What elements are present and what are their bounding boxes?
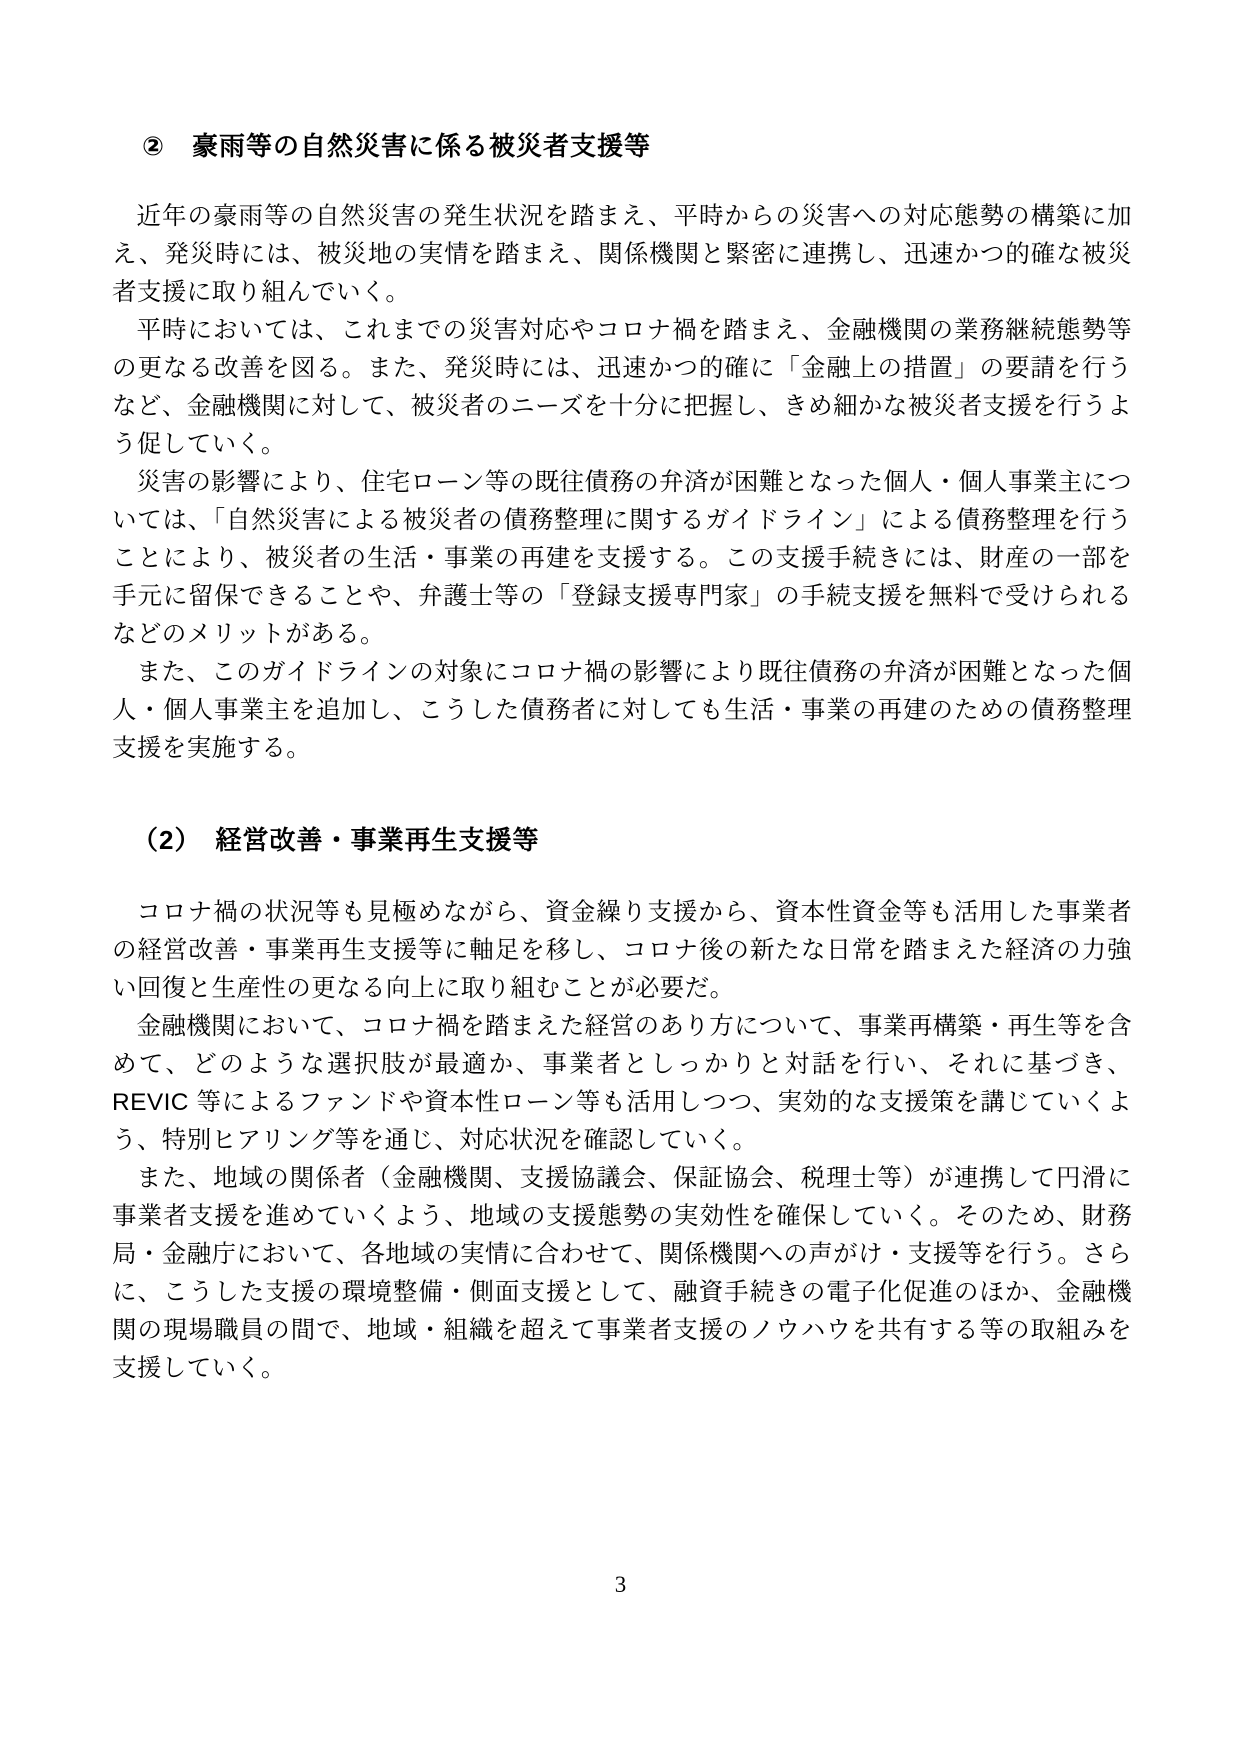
paragraph: 災害の影響により、住宅ローン等の既往債務の弁済が困難となった個人・個人事業主については、「自然災害による被災者の債務整理に関するガイドライン」による債務整理を行うことにより、被災者の生活・事業の再建を支援する。この支援手続きには、財産の一部を手元に留保できることや、弁護士等の「登録支援専門家」の手続支援を無料で受けられるなどのメリットがある。 — [112, 469, 1132, 648]
section-heading-disaster-victim-support: ② 豪雨等の自然災害に係る被災者支援等 — [142, 131, 652, 161]
page-footer — [0, 1572, 1241, 1598]
page-number: 3 — [614, 1572, 627, 1597]
paragraph: また、このガイドラインの対象にコロナ禍の影響により既往債務の弁済が困難となった個人・個人事業主を追加し、こうした債務者に対しても生活・事業の再建のための債務整理支援を実施する。 — [112, 659, 1132, 762]
paragraph: 近年の豪雨等の自然災害の発生状況を踏まえ、平時からの災害への対応態勢の構築に加え、発災時には、被災地の実情を踏まえ、関係機関と緊密に連携し、迅速かつ的確な被災者支援に取り組んでいく。 — [112, 203, 1132, 306]
section-business-revitalization — [112, 824, 1132, 1388]
paragraph: 平時においては、これまでの災害対応やコロナ禍を踏まえ、金融機関の業務継続態勢等の更なる改善を図る。また、発災時には、迅速かつ的確に「金融上の措置」の要請を行うなど、金融機関に対して、被災者のニーズを十分に把握し、きめ細かな被災者支援を行うよう促していく。 — [112, 317, 1132, 458]
section-disaster-victim-support — [112, 130, 1132, 768]
document-body — [112, 130, 1132, 1388]
paragraph: 金融機関において、コロナ禍を踏まえた経営のあり方について、事業再構築・再生等を含めて、どのような選択肢が最適か、事業者としっかりと対話を行い、それに基づき、REVIC 等によるファンドや資本性ローン等も活用しつつ、実効的な支援策を講じていくよう、特別ヒアリング等を通じ、対応状況を確認していく。 — [112, 1013, 1132, 1154]
paragraph: コロナ禍の状況等も見極めながら、資金繰り支援から、資本性資金等も活用した事業者の経営改善・事業再生支援等に軸足を移し、コロナ後の新たな日常を踏まえた経済の力強い回復と生産性の更なる向上に取り組むことが必要だ。 — [112, 899, 1132, 1002]
section-heading-business-revitalization: （2） 経営改善・事業再生支援等 — [132, 825, 540, 855]
paragraph: また、地域の関係者（金融機関、支援協議会、保証協会、税理士等）が連携して円滑に事業者支援を進めていくよう、地域の支援態勢の実効性を確保していく。そのため、財務局・金融庁において、各地域の実情に合わせて、関係機関への声がけ・支援等を行う。さらに、こうした支援の環境整備・側面支援として、融資手続きの電子化促進のほか、金融機関の現場職員の間で、地域・組織を超えて事業者支援のノウハウを共有する等の取組みを支援していく。 — [112, 1165, 1132, 1382]
